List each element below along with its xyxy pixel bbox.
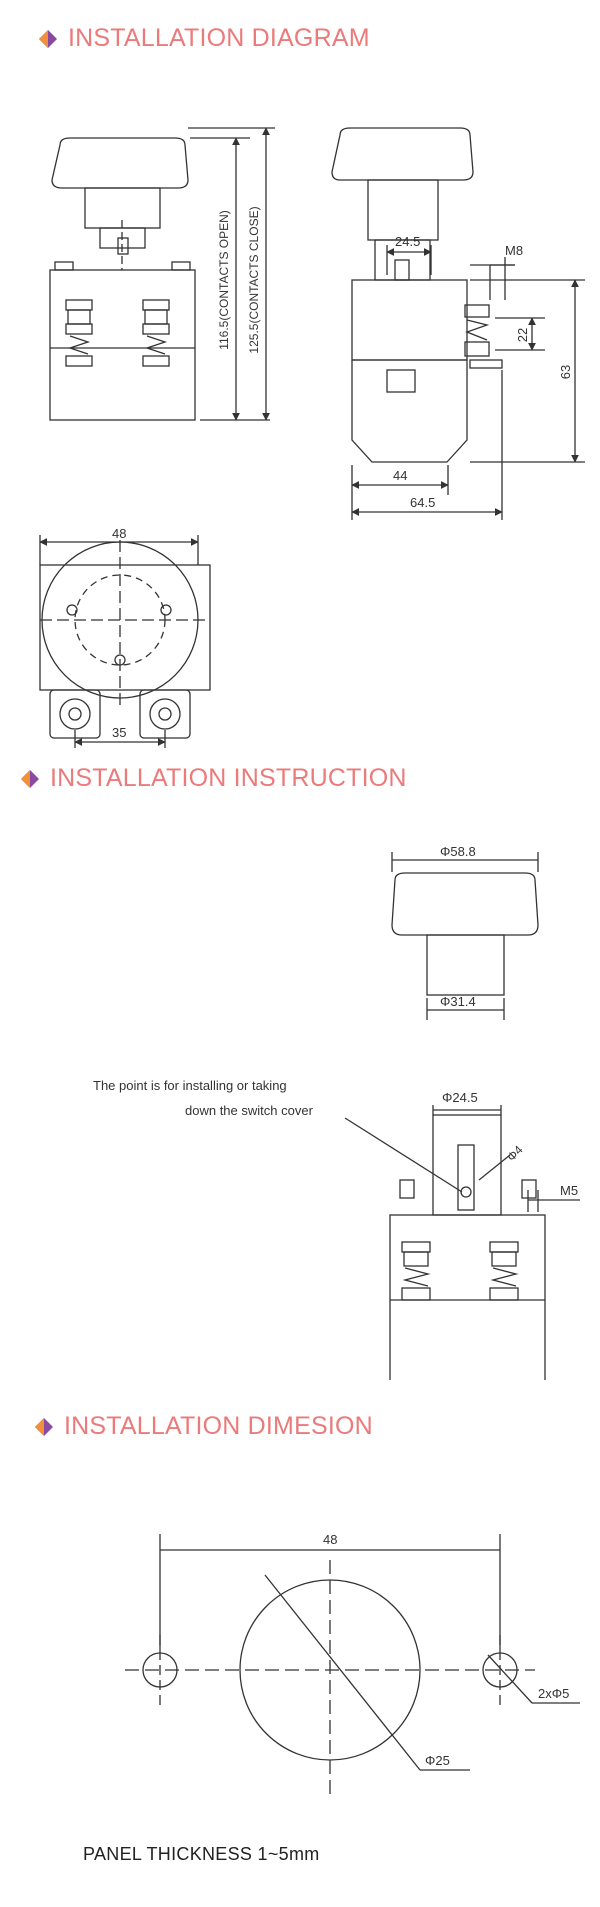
dim-63-label: 63: [558, 364, 573, 380]
dim-35-label: 35: [112, 725, 127, 740]
installation-instruction-drawing: [0, 840, 600, 1380]
dim-contacts-close-label: 125.5(CONTACTS CLOSE): [247, 206, 261, 354]
panel-thickness-note: PANEL THICKNESS 1~5mm: [83, 1844, 320, 1864]
dim-phi-24-5-label: Φ24.5: [442, 1090, 478, 1105]
note-line-1: The point is for installing or taking: [93, 1078, 287, 1093]
knob-view: [392, 873, 538, 995]
dim-22-label: 22: [515, 327, 530, 343]
dim-48-label: 48: [112, 526, 127, 541]
section-heading-installation-diagram: [38, 24, 370, 53]
dim-24-5-label: 24.5: [395, 234, 421, 249]
dim-m5-label: M5: [560, 1183, 579, 1198]
diamond-icon: [20, 769, 40, 789]
top-view: [40, 540, 210, 738]
dim-64-5-label: 64.5: [410, 495, 436, 510]
dim-48-label: 48: [323, 1532, 338, 1547]
section-title: INSTALLATION DIAGRAM: [68, 24, 370, 52]
installation-dimension-drawing: [0, 1520, 600, 1830]
installation-diagram-drawing: [0, 110, 600, 750]
dim-contacts-open-label: 116.5(CONTACTS OPEN): [217, 210, 231, 350]
dim-44-label: 44: [393, 468, 408, 483]
section-title: INSTALLATION INSTRUCTION: [50, 764, 407, 792]
dim-phi-58-8-label: Φ58.8: [440, 844, 476, 859]
note-line-2: down the switch cover: [185, 1103, 313, 1118]
diamond-icon: [34, 1417, 54, 1437]
diamond-icon: [38, 29, 58, 49]
dim-phi-4-label: Φ4: [504, 1142, 526, 1165]
section-heading-installation-instruction: [20, 764, 407, 793]
dim-phi-31-4-label: Φ31.4: [440, 994, 476, 1009]
side-view: [332, 128, 502, 462]
front-view: [50, 138, 195, 420]
dim-phi-25-label: Φ25: [425, 1753, 450, 1768]
section-heading-installation-dimension: [34, 1412, 373, 1441]
section-title: INSTALLATION DIMESION: [64, 1412, 373, 1440]
dim-m8-label: M8: [505, 243, 524, 258]
dim-holes-label: 2xΦ5: [538, 1686, 570, 1701]
